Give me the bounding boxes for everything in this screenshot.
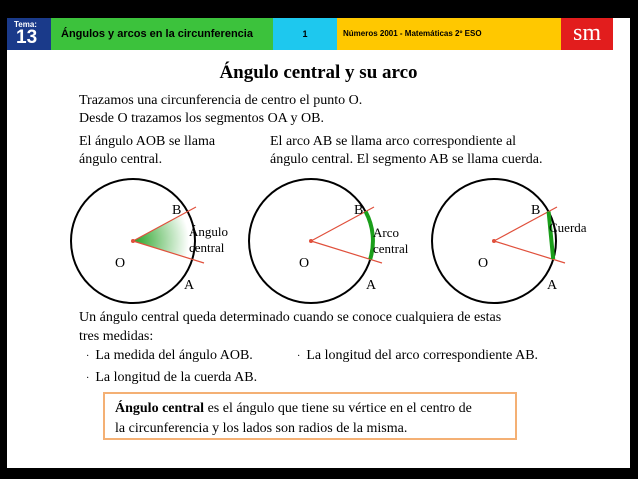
right-text-line-1: El arco AB se llama arco correspondiente al — [270, 134, 517, 149]
measure-item-3: · La longitud de la cuerda AB. — [86, 370, 258, 385]
label-a: A — [547, 278, 558, 293]
measures-line-2: tres medidas: — [79, 329, 154, 344]
intro-line-1: Trazamos una circunferencia de centro el punto O. — [79, 93, 363, 108]
measure-item-2-text: La longitud del arco correspondiente AB. — [306, 348, 539, 363]
definition-line-2: la circunferencia y los lados son radios de la misma. — [115, 421, 408, 436]
left-text-line-1: El ángulo AOB se llama — [79, 134, 216, 149]
definition-term: Ángulo central — [115, 401, 205, 416]
unit-title: Ángulos y arcos en la circunferencia — [51, 18, 273, 50]
header-bar — [7, 18, 630, 50]
chord-label: Cuerda — [549, 220, 587, 235]
measure-item-1: · La medida del ángulo AOB. — [86, 348, 253, 363]
page-number: 1 — [273, 18, 337, 50]
label-b: B — [172, 203, 182, 218]
left-text-line-2: ángulo central. — [79, 152, 163, 167]
page-title: Ángulo central y su arco — [219, 62, 418, 83]
slide — [7, 18, 630, 468]
label-o: O — [115, 256, 126, 271]
label-b: B — [354, 203, 364, 218]
arc-ab — [366, 212, 373, 260]
book-title: Números 2001 - Matemáticas 2º ESO — [337, 18, 561, 50]
measures-line-1: Un ángulo central queda determinado cuando se conoce cualquiera de estas — [79, 310, 502, 325]
tema-number: 13 — [16, 27, 38, 48]
label-a: A — [366, 278, 377, 293]
label-o: O — [299, 256, 310, 271]
right-text-line-2: ángulo central. El segmento AB se llama cuerda. — [270, 152, 543, 167]
angle-label-line-1: Ángulo — [189, 224, 228, 239]
measure-item-1-text: La medida del ángulo AOB. — [95, 348, 253, 363]
tema-label: Tema: — [14, 20, 37, 29]
center-point — [309, 239, 313, 243]
arc-label-line-2: central — [373, 241, 409, 256]
intro-line-2: Desde O trazamos los segmentos OA y OB. — [79, 111, 324, 126]
angle-label-line-2: central — [189, 240, 225, 255]
definition-box — [103, 392, 517, 440]
sm-logo: sm — [561, 18, 613, 50]
center-point — [131, 239, 135, 243]
figure-chord — [420, 178, 610, 303]
center-point — [492, 239, 496, 243]
measure-item-3-text: La longitud de la cuerda AB. — [95, 370, 258, 385]
figure-central-arc — [237, 178, 409, 303]
label-a: A — [184, 278, 195, 293]
definition-rest: es el ángulo que tiene su vértice en el centro de — [204, 401, 472, 416]
measure-item-2: · La longitud del arco correspondiente AB. — [297, 348, 539, 363]
figure-central-angle — [59, 178, 228, 303]
label-o: O — [478, 256, 489, 271]
label-b: B — [531, 203, 541, 218]
arc-label-line-1: Arco — [373, 225, 399, 240]
radius-ob — [311, 207, 374, 241]
definition-line-1 — [115, 399, 515, 419]
tema-badge — [7, 18, 51, 50]
